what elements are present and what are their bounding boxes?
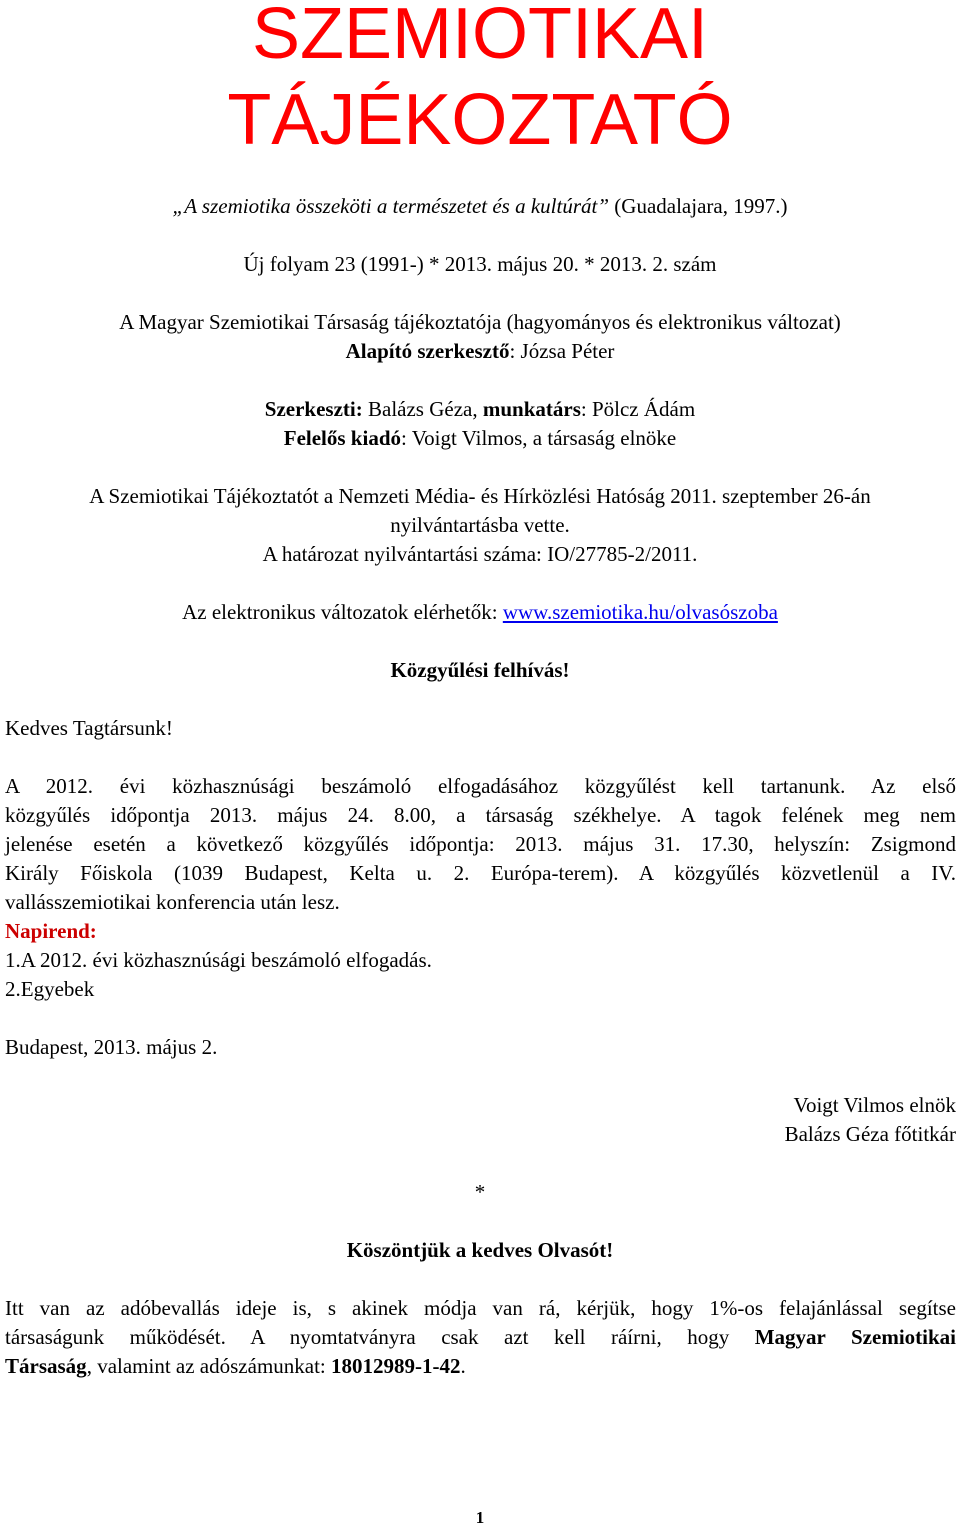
publisher-value: : Voigt Vilmos, a társaság elnöke xyxy=(401,426,677,450)
notice-body-line: A 2012. évi közhasznúsági beszámoló elfogadásához közgyűlést kell tartanunk. Az első xyxy=(5,774,956,798)
notice-body-line: vallásszemiotikai konferencia után lesz. xyxy=(5,890,340,914)
place-date: Budapest, 2013. május 2. xyxy=(5,1035,218,1059)
editor-line xyxy=(0,395,960,424)
motto-quote: „A szemiotika összeköti a természetet és a kultúrát” xyxy=(172,194,610,218)
tax-body xyxy=(5,1294,956,1381)
tax-line-1: Itt van az adóbevallás ideje is, s akinek módja van rá, kérjük, hogy 1%-os felajánlással segítse xyxy=(5,1296,956,1320)
notice-body-line: közgyűlés időpontja 2013. május 24. 8.00, a társaság székhelye. A tagok felének meg nem xyxy=(5,803,956,827)
tax-line-2 xyxy=(5,1323,956,1352)
motto-source: (Guadalajara, 1997.) xyxy=(609,194,788,218)
staff-value: : Pölcz Ádám xyxy=(580,397,696,421)
publisher-line xyxy=(0,424,960,453)
agenda-item-2: 2.Egyebek xyxy=(5,977,95,1001)
tax-line-3-text: , valamint az adószámunkat: xyxy=(86,1354,332,1378)
tax-line-3 xyxy=(5,1352,956,1381)
founder-label: Alapító szerkesztő xyxy=(345,339,510,363)
society-name-bold-end: Társaság xyxy=(5,1354,87,1378)
website-link[interactable]: www.szemiotika.hu/olvasószoba xyxy=(502,600,778,624)
society-line: A Magyar Szemiotikai Társaság tájékoztatója (hagyományos és elektronikus változat) xyxy=(119,310,841,334)
publisher-label: Felelős kiadó xyxy=(283,426,402,450)
editor-value: Balázs Géza, xyxy=(362,397,483,421)
tax-line-3-end: . xyxy=(460,1354,466,1378)
registration-line-1: A Szemiotikai Tájékoztatót a Nemzeti Média- és Hírközlési Hatóság 2011. szeptember 26-án xyxy=(89,484,871,508)
tax-number: 18012989-1-42 xyxy=(331,1354,461,1378)
notice-body-line: Király Főiskola (1039 Budapest, Kelta u. 2. Európa-terem). A közgyűlés közvetlenül a IV. xyxy=(5,861,956,885)
notice-heading-text: Közgyűlési felhívás! xyxy=(390,658,570,682)
tax-heading-text: Köszöntjük a kedves Olvasót! xyxy=(346,1238,614,1262)
notice-body-line: jelenése esetén a következő közgyűlés időpontja: 2013. május 31. 17.30, helyszín: Zsigmond xyxy=(5,832,956,856)
agenda-label xyxy=(5,917,97,946)
agenda-item-1: 1.A 2012. évi közhasznúsági beszámoló elfogadás. xyxy=(5,948,432,972)
section-separator: * xyxy=(474,1180,486,1204)
registration-line-2: nyilvántartásba vette. xyxy=(390,513,570,537)
salutation: Kedves Tagtársunk! xyxy=(5,716,173,740)
registration-number: A határozat nyilvántartási száma: IO/27785-2/2011. xyxy=(262,542,698,566)
title-line-2: TÁJÉKOZTATÓ xyxy=(227,80,733,160)
online-line xyxy=(0,598,960,627)
staff-label: munkatárs xyxy=(482,397,581,421)
page-number xyxy=(0,1508,960,1528)
title-line-1: SZEMIOTIKAI xyxy=(251,0,709,74)
issue-line: Új folyam 23 (1991-) * 2013. május 20. * 2013. 2. szám xyxy=(243,252,717,276)
notice-body xyxy=(5,772,956,917)
signature-president: Voigt Vilmos elnök xyxy=(793,1093,956,1117)
notice-heading xyxy=(0,656,960,685)
founder-value: : Józsa Péter xyxy=(509,339,615,363)
page-number-text: 1 xyxy=(475,1508,485,1527)
society-name-bold: Magyar Szemiotikai xyxy=(754,1325,956,1349)
tax-heading xyxy=(0,1236,960,1265)
motto xyxy=(0,192,960,221)
editor-label: Szerkeszti: xyxy=(264,397,363,421)
founder-line xyxy=(0,337,960,366)
signature-secretary: Balázs Géza főtitkár xyxy=(784,1122,956,1146)
online-prefix: Az elektronikus változatok elérhetők: xyxy=(182,600,503,624)
agenda-label-text: Napirend: xyxy=(5,919,97,943)
tax-line-2-text: társaságunk működését. A nyomtatványra csak azt kell ráírni, hogy xyxy=(5,1325,755,1349)
